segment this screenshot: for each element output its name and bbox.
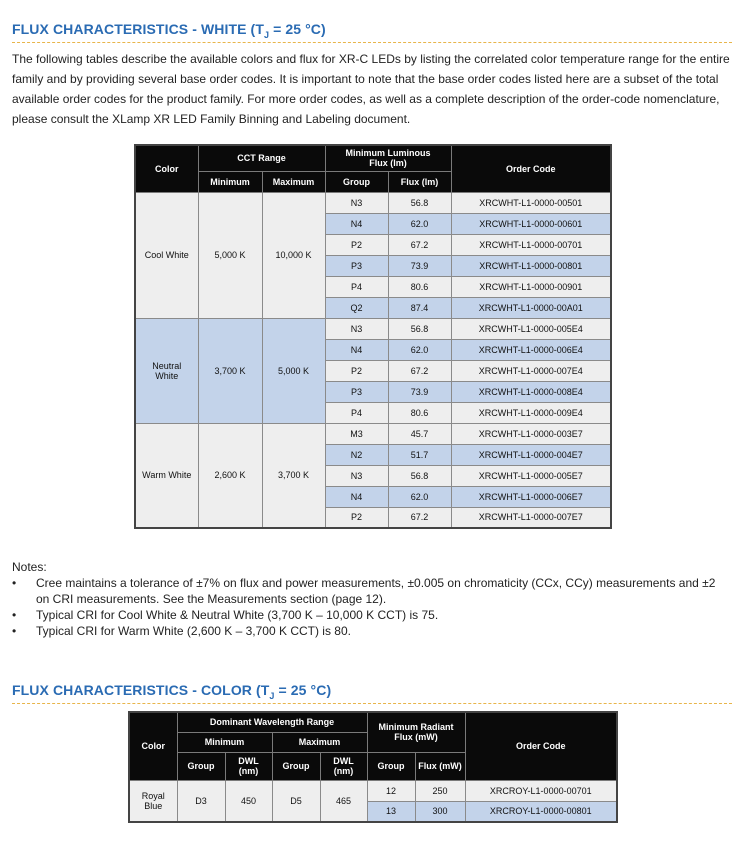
cell-order-code: XRCWHT-L1-0000-008E4 <box>451 381 611 402</box>
col-dwl-range: Dominant Wavelength Range <box>177 712 367 732</box>
cell-group: P4 <box>325 402 388 423</box>
cell-cct-min: 5,000 K <box>198 192 262 318</box>
col-group: Group <box>325 171 388 192</box>
col-cct-range: CCT Range <box>198 145 325 171</box>
cell-group: P2 <box>325 507 388 528</box>
cell-flux: 250 <box>415 780 465 801</box>
cell-group: N3 <box>325 318 388 339</box>
cell-order-code: XRCWHT-L1-0000-009E4 <box>451 402 611 423</box>
col-flux-group: Group <box>367 752 415 780</box>
col-flux: Flux (lm) <box>388 171 451 192</box>
cell-cct-max: 3,700 K <box>262 423 325 528</box>
cell-group: 12 <box>367 780 415 801</box>
cell-order-code: XRCWHT-L1-0000-006E4 <box>451 339 611 360</box>
cell-group: N4 <box>325 339 388 360</box>
bullet: • <box>12 624 17 638</box>
cell-flux: 56.8 <box>388 192 451 213</box>
col-flux: Flux (mW) <box>415 752 465 780</box>
cell-color: Royal Blue <box>129 780 177 822</box>
section-rule <box>12 42 732 43</box>
cell-flux: 56.8 <box>388 318 451 339</box>
col-maximum: Maximum <box>272 732 367 752</box>
cell-flux: 62.0 <box>388 213 451 234</box>
cell-flux: 67.2 <box>388 507 451 528</box>
cell-order-code: XRCWHT-L1-0000-004E7 <box>451 444 611 465</box>
note-text: Typical CRI for Cool White & Neutral White (3,700 K – 10,000 K CCT) is 75. <box>36 608 439 622</box>
cell-min-group: D3 <box>177 780 225 822</box>
cell-order-code: XRCROY-L1-0000-00701 <box>465 780 617 801</box>
cell-flux: 56.8 <box>388 465 451 486</box>
notes-list <box>12 575 726 639</box>
cell-flux: 45.7 <box>388 423 451 444</box>
cell-order-code: XRCWHT-L1-0000-007E4 <box>451 360 611 381</box>
cell-order-code: XRCWHT-L1-0000-00801 <box>451 255 611 276</box>
cell-flux: 80.6 <box>388 402 451 423</box>
cell-flux: 73.9 <box>388 255 451 276</box>
note-item <box>12 623 726 639</box>
white-flux-table <box>134 144 612 529</box>
title-subscript: J <box>269 690 275 701</box>
col-min-group: Group <box>177 752 225 780</box>
col-color: Color <box>135 145 198 192</box>
title-prefix: FLUX CHARACTERISTICS - COLOR (T <box>12 682 270 698</box>
cell-order-code: XRCWHT-L1-0000-007E7 <box>451 507 611 528</box>
cell-group: Q2 <box>325 297 388 318</box>
cell-order-code: XRCWHT-L1-0000-00901 <box>451 276 611 297</box>
note-item <box>12 607 726 623</box>
cell-cct-max: 5,000 K <box>262 318 325 423</box>
cell-max-dwl: 465 <box>320 780 367 822</box>
col-maximum: Maximum <box>262 171 325 192</box>
cell-order-code: XRCWHT-L1-0000-005E7 <box>451 465 611 486</box>
section-title-color <box>12 682 331 701</box>
cell-order-code: XRCWHT-L1-0000-00501 <box>451 192 611 213</box>
cell-order-code: XRCWHT-L1-0000-00601 <box>451 213 611 234</box>
table-row <box>135 318 611 339</box>
col-minimum: Minimum <box>198 171 262 192</box>
cell-cct-max: 10,000 K <box>262 192 325 318</box>
cell-order-code: XRCWHT-L1-0000-003E7 <box>451 423 611 444</box>
title-suffix: = 25 °C) <box>269 21 326 37</box>
note-text: Typical CRI for Warm White (2,600 K – 3,700 K CCT) is 80. <box>36 624 351 638</box>
cell-order-code: XRCWHT-L1-0000-005E4 <box>451 318 611 339</box>
cell-group: N3 <box>325 465 388 486</box>
cell-flux: 62.0 <box>388 486 451 507</box>
cell-flux: 62.0 <box>388 339 451 360</box>
col-max-group: Group <box>272 752 320 780</box>
cell-group: P2 <box>325 234 388 255</box>
cell-group: N2 <box>325 444 388 465</box>
cell-group: N4 <box>325 213 388 234</box>
cell-order-code: XRCWHT-L1-0000-006E7 <box>451 486 611 507</box>
col-minimum: Minimum <box>177 732 272 752</box>
title-prefix: FLUX CHARACTERISTICS - WHITE (T <box>12 21 264 37</box>
col-max-dwl: DWL (nm) <box>320 752 367 780</box>
cell-color: Neutral White <box>135 318 198 423</box>
cell-group: P2 <box>325 360 388 381</box>
cell-cct-min: 2,600 K <box>198 423 262 528</box>
cell-flux: 51.7 <box>388 444 451 465</box>
cell-order-code: XRCWHT-L1-0000-00701 <box>451 234 611 255</box>
table-row <box>129 780 617 801</box>
bullet: • <box>12 576 17 590</box>
cell-group: P4 <box>325 276 388 297</box>
section-title-white <box>12 21 326 40</box>
table-row <box>135 192 611 213</box>
bullet: • <box>12 608 17 622</box>
cell-group: P3 <box>325 255 388 276</box>
note-item <box>12 575 726 607</box>
col-min-dwl: DWL (nm) <box>225 752 272 780</box>
cell-cct-min: 3,700 K <box>198 318 262 423</box>
cell-group: N4 <box>325 486 388 507</box>
cell-group: 13 <box>367 801 415 822</box>
cell-flux: 73.9 <box>388 381 451 402</box>
cell-min-dwl: 450 <box>225 780 272 822</box>
cell-group: P3 <box>325 381 388 402</box>
cell-flux: 300 <box>415 801 465 822</box>
cell-color: Warm White <box>135 423 198 528</box>
section-rule <box>12 703 732 704</box>
cell-group: N3 <box>325 192 388 213</box>
cell-flux: 67.2 <box>388 234 451 255</box>
cell-order-code: XRCROY-L1-0000-00801 <box>465 801 617 822</box>
note-text: Cree maintains a tolerance of ±7% on flux and power measurements, ±0.005 on chromaticity (CCx, CCy) measurements and ±2 on CRI measurements. See the Measurements section (page 12). <box>36 576 716 606</box>
intro-paragraph: The following tables describe the available colors and flux for XR-C LEDs by listing the correlated color temperature range for the entire family and by providing several base order codes. It is important to note that the base order codes listed here are a subset of the total available order codes for the product family. For more order codes, as well as a complete description of the order-code nomenclature, please consult the XLamp XR LED Family Binning and Labeling document. <box>12 52 730 126</box>
table-row <box>135 423 611 444</box>
col-order-code: Order Code <box>451 145 611 192</box>
notes-heading: Notes: <box>12 560 47 574</box>
cell-flux: 80.6 <box>388 276 451 297</box>
cell-group: M3 <box>325 423 388 444</box>
col-color: Color <box>129 712 177 780</box>
col-min-radiant-flux: Minimum Radiant Flux (mW) <box>367 712 465 752</box>
color-flux-table <box>128 711 618 823</box>
col-order-code: Order Code <box>465 712 617 780</box>
col-min-lum-flux: Minimum Luminous Flux (lm) <box>325 145 451 171</box>
cell-max-group: D5 <box>272 780 320 822</box>
cell-flux: 67.2 <box>388 360 451 381</box>
cell-color: Cool White <box>135 192 198 318</box>
cell-order-code: XRCWHT-L1-0000-00A01 <box>451 297 611 318</box>
title-suffix: = 25 °C) <box>274 682 332 698</box>
cell-flux: 87.4 <box>388 297 451 318</box>
title-subscript: J <box>263 29 270 40</box>
